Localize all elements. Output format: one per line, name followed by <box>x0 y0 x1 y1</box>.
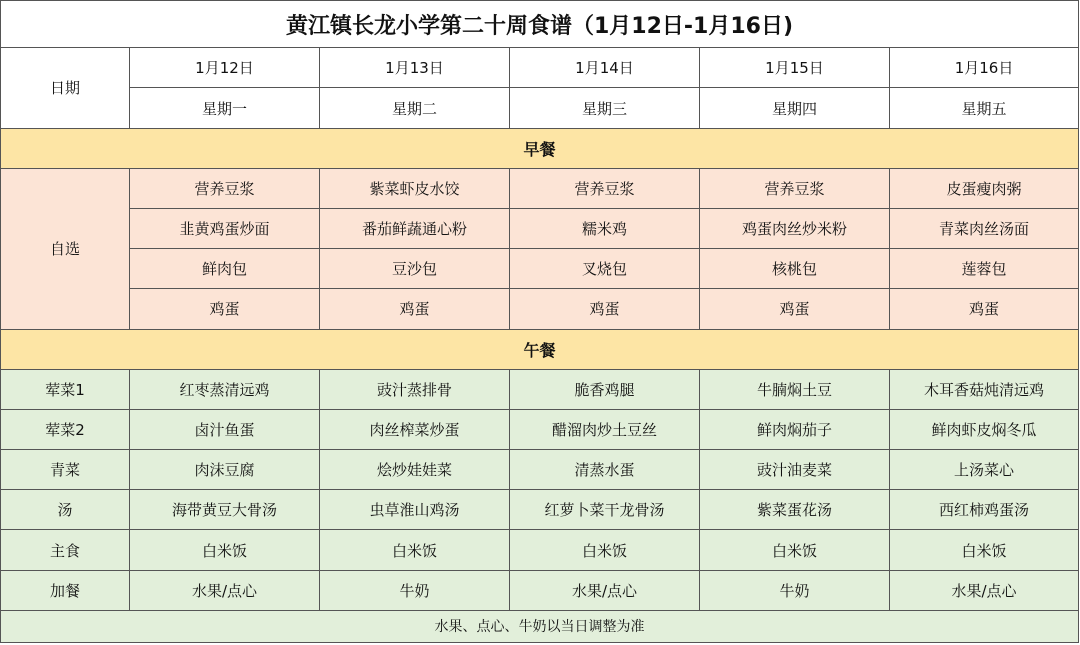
lunch-section-row <box>1 329 1079 369</box>
lunch-item: 红萝卜菜干龙骨汤 <box>510 490 700 530</box>
breakfast-item: 鲜肉包 <box>130 249 320 289</box>
lunch-row-label: 主食 <box>1 530 130 570</box>
breakfast-item: 韭黄鸡蛋炒面 <box>130 208 320 248</box>
lunch-item: 清蒸水蛋 <box>510 450 700 490</box>
lunch-item: 鲜肉焖茄子 <box>700 409 890 449</box>
lunch-item: 虫草淮山鸡汤 <box>320 490 510 530</box>
lunch-item: 鲜肉虾皮焖冬瓜 <box>890 409 1079 449</box>
lunch-item: 水果/点心 <box>130 570 320 610</box>
date-row <box>1 48 1079 88</box>
lunch-item: 紫菜蛋花汤 <box>700 490 890 530</box>
lunch-row <box>1 369 1079 409</box>
lunch-item: 牛奶 <box>320 570 510 610</box>
date-cell: 1月13日 <box>320 48 510 88</box>
lunch-row <box>1 530 1079 570</box>
date-label: 日期 <box>1 48 130 128</box>
breakfast-item: 营养豆浆 <box>130 168 320 208</box>
breakfast-row <box>1 208 1079 248</box>
lunch-item: 豉汁蒸排骨 <box>320 369 510 409</box>
lunch-item: 脆香鸡腿 <box>510 369 700 409</box>
breakfast-item: 豆沙包 <box>320 249 510 289</box>
breakfast-item: 鸡蛋 <box>700 289 890 329</box>
breakfast-item: 紫菜虾皮水饺 <box>320 168 510 208</box>
breakfast-item: 皮蛋瘦肉粥 <box>890 168 1079 208</box>
page-title: 黄江镇长龙小学第二十周食谱（1月12日-1月16日) <box>1 1 1079 48</box>
lunch-item: 卤汁鱼蛋 <box>130 409 320 449</box>
breakfast-item: 营养豆浆 <box>510 168 700 208</box>
breakfast-section-header: 早餐 <box>1 128 1079 168</box>
lunch-row <box>1 450 1079 490</box>
breakfast-item: 核桃包 <box>700 249 890 289</box>
lunch-row-label: 荤菜1 <box>1 369 130 409</box>
date-cell: 1月16日 <box>890 48 1079 88</box>
menu-body <box>1 1 1079 643</box>
lunch-item: 豉汁油麦菜 <box>700 450 890 490</box>
lunch-item: 水果/点心 <box>510 570 700 610</box>
lunch-item: 肉沫豆腐 <box>130 450 320 490</box>
lunch-item: 牛奶 <box>700 570 890 610</box>
lunch-row-label: 加餐 <box>1 570 130 610</box>
lunch-item: 木耳香菇炖清远鸡 <box>890 369 1079 409</box>
lunch-item: 水果/点心 <box>890 570 1079 610</box>
breakfast-section-row <box>1 128 1079 168</box>
breakfast-row <box>1 249 1079 289</box>
breakfast-item: 糯米鸡 <box>510 208 700 248</box>
breakfast-item: 鸡蛋 <box>130 289 320 329</box>
lunch-row <box>1 490 1079 530</box>
breakfast-item: 番茄鲜蔬通心粉 <box>320 208 510 248</box>
lunch-item: 白米饭 <box>130 530 320 570</box>
lunch-item: 牛腩焖土豆 <box>700 369 890 409</box>
weekday-row <box>1 88 1079 128</box>
lunch-item: 肉丝榨菜炒蛋 <box>320 409 510 449</box>
lunch-item: 烩炒娃娃菜 <box>320 450 510 490</box>
breakfast-row <box>1 168 1079 208</box>
note-row <box>1 610 1079 642</box>
title-row <box>1 1 1079 48</box>
lunch-item: 白米饭 <box>320 530 510 570</box>
breakfast-item: 鸡蛋 <box>510 289 700 329</box>
weekday-cell: 星期三 <box>510 88 700 128</box>
lunch-row-label: 汤 <box>1 490 130 530</box>
lunch-row <box>1 409 1079 449</box>
lunch-item: 海带黄豆大骨汤 <box>130 490 320 530</box>
breakfast-item: 鸡蛋 <box>890 289 1079 329</box>
lunch-item: 白米饭 <box>510 530 700 570</box>
breakfast-item: 鸡蛋肉丝炒米粉 <box>700 208 890 248</box>
footer-note: 水果、点心、牛奶以当日调整为准 <box>1 610 1079 642</box>
lunch-row-label: 荤菜2 <box>1 409 130 449</box>
breakfast-row <box>1 289 1079 329</box>
breakfast-row-label: 自选 <box>1 168 130 329</box>
lunch-item: 红枣蒸清远鸡 <box>130 369 320 409</box>
date-cell: 1月15日 <box>700 48 890 88</box>
lunch-section-header: 午餐 <box>1 329 1079 369</box>
weekday-cell: 星期二 <box>320 88 510 128</box>
date-cell: 1月12日 <box>130 48 320 88</box>
lunch-item: 西红柿鸡蛋汤 <box>890 490 1079 530</box>
breakfast-item: 叉烧包 <box>510 249 700 289</box>
weekday-cell: 星期五 <box>890 88 1079 128</box>
lunch-row <box>1 570 1079 610</box>
date-cell: 1月14日 <box>510 48 700 88</box>
lunch-item: 白米饭 <box>700 530 890 570</box>
lunch-item: 醋溜肉炒土豆丝 <box>510 409 700 449</box>
breakfast-item: 鸡蛋 <box>320 289 510 329</box>
lunch-item: 白米饭 <box>890 530 1079 570</box>
lunch-row-label: 青菜 <box>1 450 130 490</box>
weekday-cell: 星期一 <box>130 88 320 128</box>
breakfast-item: 营养豆浆 <box>700 168 890 208</box>
lunch-item: 上汤菜心 <box>890 450 1079 490</box>
weekday-cell: 星期四 <box>700 88 890 128</box>
breakfast-item: 青菜肉丝汤面 <box>890 208 1079 248</box>
breakfast-item: 莲蓉包 <box>890 249 1079 289</box>
